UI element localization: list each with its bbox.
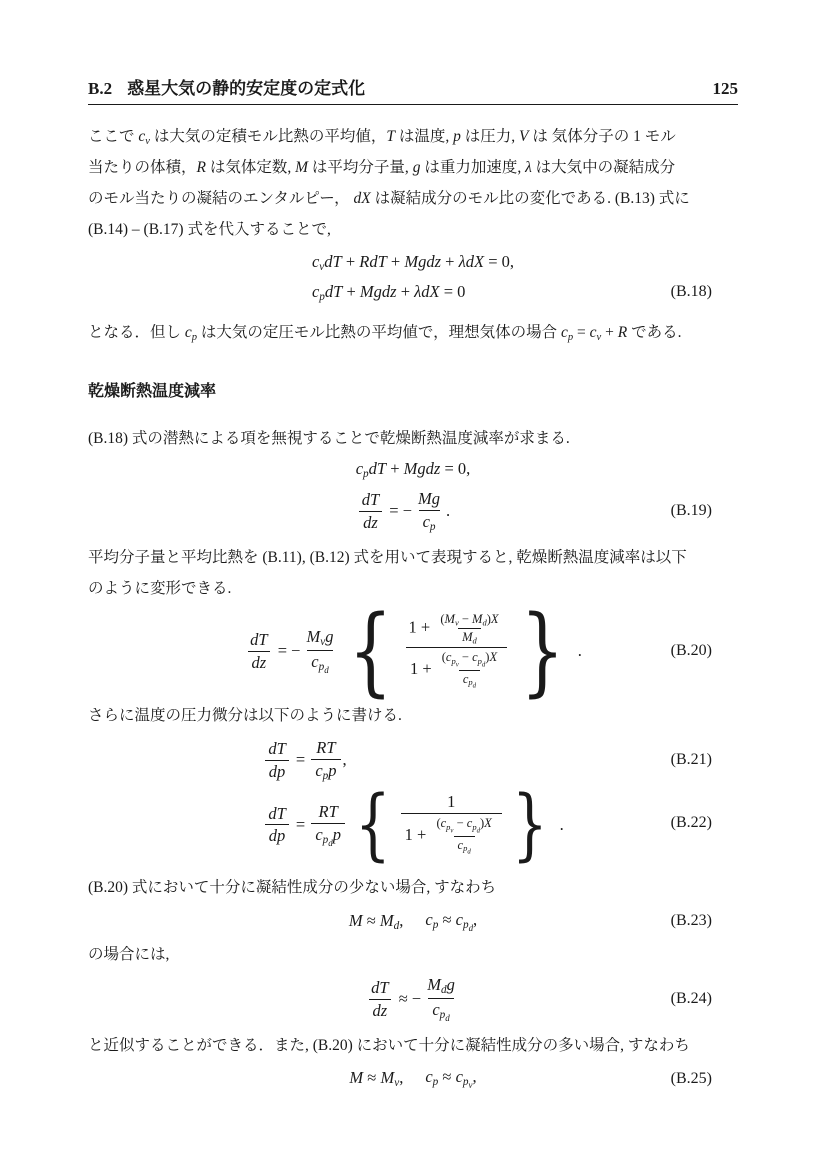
paragraph-line: (B.18) 式の潜熱による項を無視することで乾燥断熱温度減率が求まる. [88,430,570,447]
equation-stack [356,458,471,534]
fraction: Mvg $cp_d$ [306,627,334,676]
fraction: $(cp_v - cp_d)X$ $cp_d$ [441,650,498,690]
fraction: $\frac{(Mv - Md)X}{Md}$ [440,612,499,646]
equation-line: $\frac{dT}{dz}$ = − Mvg $cp_d$ { 1 + $\frac{(Mv - Md)X}{Md}$ 1 + $(cp_v - cp_d)X$ $cp_d$ } . [244,610,582,692]
curly-brace-left: { [354,779,391,870]
equation-b19 [88,458,738,534]
running-header [88,74,738,105]
fraction: $\frac{dT}{dp}$ [264,803,289,848]
paragraph-after-b18 [88,317,738,348]
page-content [88,74,738,1091]
equation-line: M ≈ Md, cp ≈ $cp_d$, [348,909,478,933]
paragraph-line: さらに温度の圧力微分は以下のように書ける. [88,707,402,725]
paragraph-line: (B.14) – (B.17) 式を代入することで, [88,221,331,238]
paragraph-few-condensible [88,872,738,903]
equation-b23 [88,909,738,933]
paragraph-line: のように変形できる. [88,580,232,598]
equation-b25 [88,1067,738,1091]
paragraph-pressure-derivative [88,700,738,731]
equation-line: cvdT + RdT + Mgdz + λdX = 0, [311,252,515,274]
equation-b20 [88,595,738,708]
equation-line: $\frac{dT}{dz}$ ≈ − Mdg $cp_d$ [365,974,461,1024]
paragraph-line: となる．但し cp は大気の定圧モル比熱の平均値で，理想気体の場合 cp = cv + R である. [88,324,682,343]
equation-line: $\frac{dT}{dz}$ = − $\frac{Mg}{cp}$ . [356,488,471,534]
section-title: 惑星大気の静的安定度の定式化 [127,79,366,98]
fraction: RT cpp [311,737,340,783]
paragraph-mean-molar [88,542,738,604]
fraction: $(cp_v - cp_d)X$ $cp_d$ [436,816,492,856]
fraction: $\frac{dT}{dz}$ [358,489,383,534]
equation-number: (B.23) [670,912,712,930]
equation-number: (B.21) [670,751,712,769]
fraction: RT $cp_dp$ [311,801,345,849]
paragraph-line: と近似することができる．また, (B.20) において十分に凝結性成分の多い場合, すなわち [88,1036,690,1054]
equation-b18 [88,251,738,305]
page-number: 125 [712,79,738,98]
paragraph-in-this-case [88,939,738,970]
paragraph-intro [88,121,738,245]
paragraph-line: ここで cv は大気の定積モル比熱の平均値，T は温度, p は圧力, V は 気体分子の 1 モル [88,128,676,147]
equation-line: cpdT + Mgdz + λdX = 0 [311,282,466,304]
curly-brace-right: } [511,779,548,870]
paragraph-line: (B.20) 式において十分に凝結性成分の少ない場合, すなわち [88,879,497,897]
fraction: $\frac{dT}{dp}$ [264,738,289,783]
equation-number: (B.19) [670,501,712,519]
running-header-left [88,74,365,99]
equation-line: $\frac{dT}{dp}$ = RT $cp_dp$ { 1 1 + $(cp_v - cp_d)X$ $cp_d$ } . [262,791,563,858]
paragraph-line: の場合には, [88,946,170,964]
section-number: B.2 [88,79,113,98]
equation-number: (B.25) [670,1069,712,1087]
equation-number: (B.24) [670,990,712,1008]
equation-number: (B.20) [670,642,712,660]
paragraph-line: のモル当たりの凝結のエンタルピー， dX は凝結成分のモル比の変化である. (B.13) 式に [88,190,690,207]
equation-line: $\frac{dT}{dp}$ = RT cpp , [262,737,563,783]
equation-line: cpdT + Mgdz = 0, [355,459,471,481]
curly-brace-left: { [349,595,393,708]
fraction: 1 1 + $(cp_v - cp_d)X$ $cp_d$ [401,791,502,858]
paragraph-many-condensible [88,1030,738,1061]
paragraph-line: 平均分子量と平均比熱を (B.11), (B.12) 式を用いて表現すると, 乾燥断熱温度減率は以下 [88,549,687,567]
equation-stack [312,251,514,305]
equation-line: M ≈ Mv, cp ≈ $cp_v$, [349,1067,477,1091]
equation-number: (B.18) [670,283,712,301]
subsection-heading: 乾燥断熱温度減率 [88,383,217,400]
equation-b24 [88,974,738,1024]
fraction: 1 + $\frac{(Mv - Md)X}{Md}$ 1 + $(cp_v - cp_d)X$ $cp_d$ [405,610,509,692]
paragraph-dry-lapse [88,423,738,454]
equation-stack [262,737,564,870]
curly-brace-right: } [520,595,565,708]
fraction: $\frac{dT}{dz}$ [367,977,392,1022]
fraction: Mdg $cp_d$ [427,975,455,1023]
fraction: $\frac{dT}{dz}$ [246,629,271,674]
fraction: $\frac{Mg}{cp}$ [418,489,441,533]
equation-b21-b22 [88,737,738,870]
paragraph-line: 当たりの体積，R は気体定数, M は平均分子量, g は重力加速度, λ は大気中の凝結成分 [88,159,676,176]
equation-number: (B.22) [670,814,712,832]
